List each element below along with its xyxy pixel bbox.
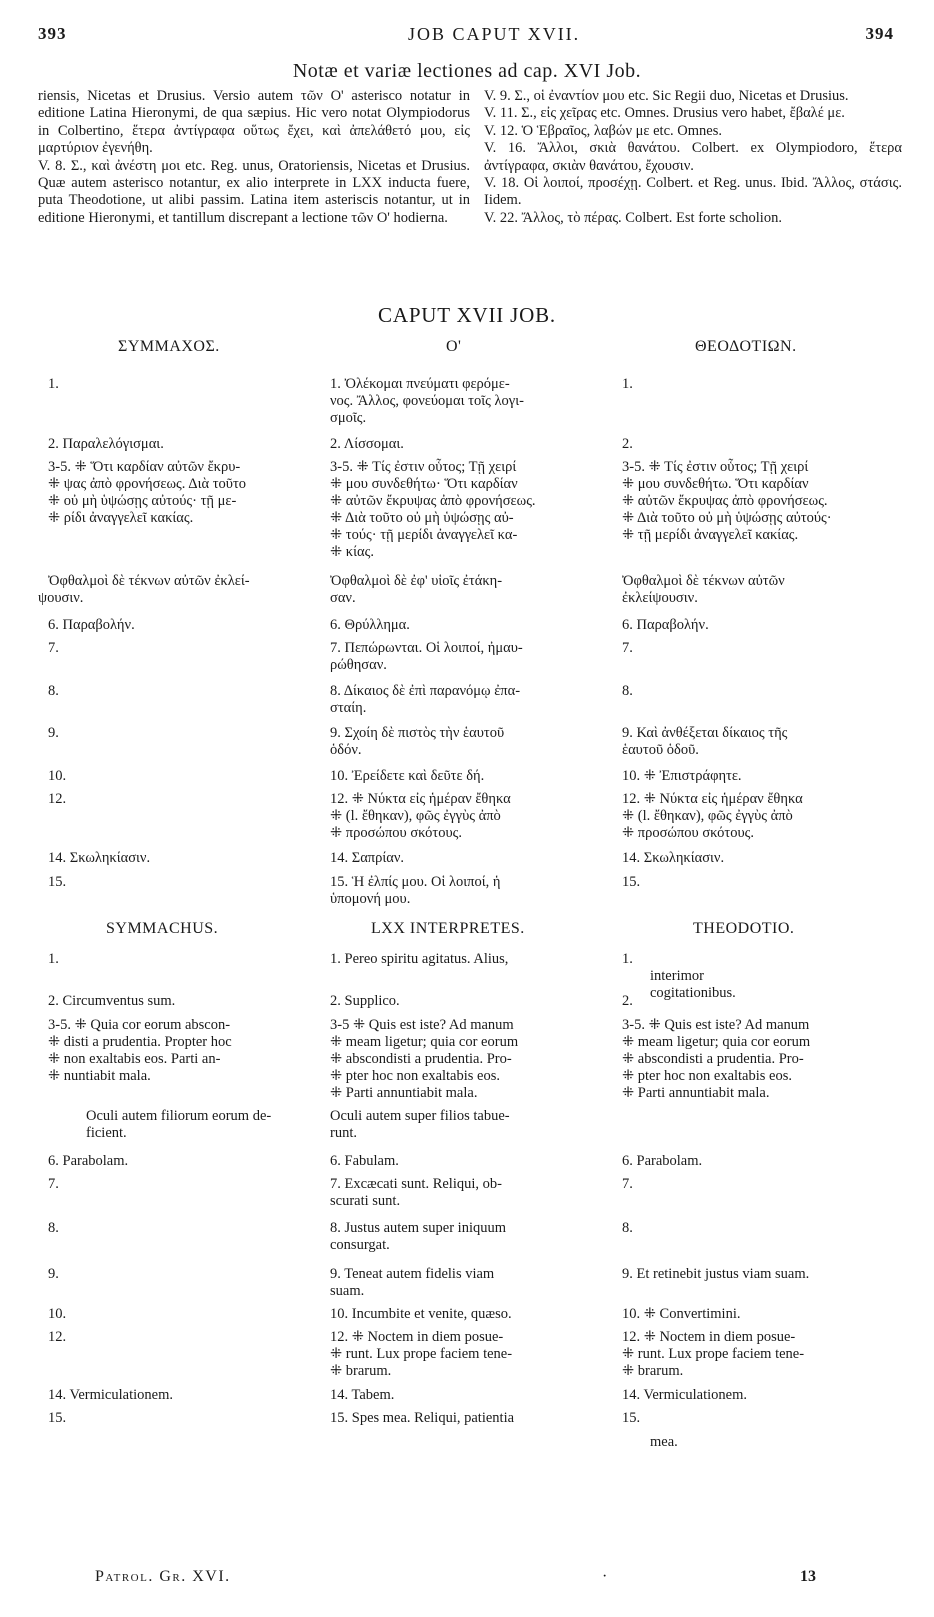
column-head-symmachus-latin: SYMMACHUS.: [106, 920, 219, 937]
verse-line: 9.: [48, 725, 59, 741]
verse-line: mea.: [650, 1434, 678, 1450]
verse-line: 12. ⁜ Noctem in diem posue-: [622, 1329, 796, 1345]
verse-line: ⁜ προσώπου σκότους.: [330, 825, 462, 841]
verse-line: ⁜ αὐτῶν ἔκρυψας ἀπὸ φρονήσεως.: [330, 493, 536, 509]
verse-line: 8. Justus autem super iniquum: [330, 1220, 507, 1236]
verse-line: ⁜ Parti annuntiabit mala.: [330, 1085, 478, 1101]
verse-line: 8.: [622, 1220, 633, 1236]
verse-line: 14. Vermiculationem.: [622, 1387, 747, 1403]
verse-line: ⁜ (l. ἔθηκαν), φῶς ἐγγὺς ἀπὸ: [330, 808, 501, 824]
verse-line: ⁜ μου συνδεθήτω· Ὅτι καρδίαν: [330, 476, 518, 492]
column-head-symmachus-greek: ΣΥΜΜΑΧΟΣ.: [118, 338, 220, 355]
verse-line: Ὀφθαλμοὶ δὲ τέκνων αὐτῶν: [622, 573, 785, 589]
verse-line: 9. Et retinebit justus viam suam.: [622, 1266, 810, 1282]
series-signature: Patrol. Gr. XVI.: [95, 1568, 231, 1585]
verse-line: ⁜ disti a prudentia. Propter hoc: [48, 1034, 232, 1050]
verse-line: ὁδόν.: [330, 742, 362, 758]
verse-line: σαν.: [330, 590, 356, 606]
footer-dot: ·: [602, 1568, 608, 1585]
verse-line: ficient.: [86, 1125, 127, 1141]
verse-line: Ὀφθαλμοὶ δὲ τέκνων αὐτῶν ἐκλεί-: [48, 573, 250, 589]
verse-line: 10.: [48, 1306, 67, 1322]
verse-line: ⁜ τούς· τῇ μερίδι ἀναγγελεῖ κα-: [330, 527, 518, 543]
verse-line: 1.: [48, 951, 59, 967]
verse-line: ⁜ runt. Lux prope faciem tene-: [330, 1346, 513, 1362]
verse-line: ⁜ brarum.: [622, 1363, 684, 1379]
verse-line: 6. Θρύλλημα.: [330, 617, 410, 633]
verse-line: 10.: [48, 768, 67, 784]
verse-line: 9. Σχοίη δὲ πιστὸς τὴν ἑαυτοῦ: [330, 725, 505, 741]
latin-symmachus-column: [48, 0, 323, 1617]
verse-line: 15.: [622, 1410, 641, 1426]
verse-line: ⁜ Διὰ τοῦτο οὐ μὴ ὑψώσῃς αὐτούς·: [622, 510, 832, 526]
page-number-right: 394: [865, 24, 894, 43]
verse-line: runt.: [330, 1125, 357, 1141]
column-head-lxx-greek: Ο': [446, 338, 462, 355]
verse-line: Oculi autem super filios tabue-: [330, 1108, 510, 1124]
verse-line: ψουσιν.: [38, 590, 84, 606]
verse-line: 3-5 ⁜ Quis est iste? Ad manum: [330, 1017, 514, 1033]
verse-line: suam.: [330, 1283, 365, 1299]
verse-line: 7.: [48, 1176, 59, 1192]
note-paragraph: V. 22. Ἄλλος, τὸ πέρας. Colbert. Est forte scholion.: [484, 209, 782, 226]
chapter-heading: CAPUT XVII JOB.: [378, 303, 556, 327]
verse-line: 9.: [48, 1266, 59, 1282]
verse-line: ⁜ brarum.: [330, 1363, 392, 1379]
verse-line: 10. ⁜ Ἐπιστράφητε.: [622, 768, 742, 784]
verse-line: interimor cogitationibus.: [650, 968, 736, 1001]
verse-line: σταίη.: [330, 700, 367, 716]
verse-line: 7. Πεπώρωνται. Οἱ λοιποί, ἠμαυ-: [330, 640, 523, 656]
verse-line: ⁜ nuntiabit mala.: [48, 1068, 151, 1084]
verse-line: 12. ⁜ Νύκτα εἰς ἡμέραν ἔθηκα: [622, 791, 803, 807]
verse-line: ρώθησαν.: [330, 657, 387, 673]
verse-line: ⁜ προσώπου σκότους.: [622, 825, 754, 841]
verse-line: 2. Circumventus sum.: [48, 993, 176, 1009]
verse-line: 15. Spes mea. Reliqui, patientia: [330, 1410, 515, 1426]
verse-line: σμοῖς.: [330, 410, 367, 426]
verse-line: 14. Σαπρίαν.: [330, 850, 405, 866]
note-paragraph: V. 11. Σ., εἰς χεῖρας etc. Omnes. Drusius vero habet, ἔβαλέ με.: [484, 105, 845, 122]
verse-line: 10. ⁜ Convertimini.: [622, 1306, 741, 1322]
verse-line: ⁜ pter hoc non exaltabis eos.: [622, 1068, 792, 1084]
verse-line: ⁜ non exaltabis eos. Parti an-: [48, 1051, 221, 1067]
verse-line: 15.: [48, 874, 67, 890]
notes-title: Notæ et variæ lectiones ad cap. XVI Job.: [292, 60, 642, 82]
verse-line: 3-5. ⁜ Quis est iste? Ad manum: [622, 1017, 810, 1033]
verse-line: 14. Σκωληκίασιν.: [48, 850, 151, 866]
verse-line: 14. Σκωληκίασιν.: [622, 850, 725, 866]
verse-line: 2. Supplico.: [330, 993, 400, 1009]
column-head-theodotio-latin: THEODOTIO.: [693, 920, 795, 937]
verse-line: 7.: [622, 640, 633, 656]
verse-line: 15. Ἡ ἐλπίς μου. Οἱ λοιποί, ἡ: [330, 874, 501, 890]
verse-line: 3-5. ⁜ Τίς ἐστιν οὗτος; Τῇ χειρί: [622, 459, 809, 475]
verse-line: ⁜ μου συνδεθήτω. Ὅτι καρδίαν: [622, 476, 809, 492]
note-paragraph: V. 16. Ἄλλοι, σκιὰ θανάτου. Colbert. ex Olympiodoro, ἕτερα ἀντίγραφα, σκιὰν θανάτου, ἔχουσιν.: [484, 140, 902, 174]
verse-line: 7.: [622, 1176, 633, 1192]
column-head-theodotion-greek: ΘΕΟΔΟΤΙΩΝ.: [695, 338, 797, 355]
page-number-left: 393: [38, 24, 67, 43]
running-title: JOB CAPUT XVII.: [408, 24, 581, 44]
verse-line: scurati sunt.: [330, 1193, 401, 1209]
verse-line: Ὀφθαλμοὶ δὲ ἐφ' υἱοῖς ἐτάκη-: [330, 573, 503, 589]
verse-line: 6. Παραβολήν.: [48, 617, 135, 633]
verse-line: 12.: [48, 791, 67, 807]
verse-line: ⁜ abscondisti a prudentia. Pro-: [330, 1051, 512, 1067]
verse-line: 1. Ὀλέκομαι πνεύματι φερόμε-: [330, 376, 510, 392]
verse-line: 2. Παραλελόγισμαι.: [48, 436, 164, 452]
note-paragraph: V. 18. Οἱ λοιποί, προσέχῃ. Colbert. et Reg. unus. Ibid. Ἄλλος, στάσις. Iidem.: [484, 175, 902, 209]
verse-line: ἐκλείψουσιν.: [622, 590, 698, 606]
verse-line: 8.: [48, 683, 59, 699]
verse-line: consurgat.: [330, 1237, 390, 1253]
note-paragraph: riensis, Nicetas et Drusius. Versio autem τῶν Ο' asterisco notatur in editione Latina Hieronymi, de qua sæpius. Hic vero notat Olympiodorus in Colbertino, ἕτερα ἀντίγραφα οὕτως ἔχει, καὶ ἀπελάθετό μου, εἰς μαρτύριον ἐγενήθη.: [38, 88, 470, 157]
verse-line: ⁜ (l. ἔθηκαν), φῶς ἐγγὺς ἀπὸ: [622, 808, 793, 824]
verse-line: 14. Vermiculationem.: [48, 1387, 173, 1403]
verse-line: ⁜ ψας ἀπὸ φρονήσεως. Διὰ τοῦτο: [48, 476, 247, 492]
verse-line: 6. Parabolam.: [48, 1153, 129, 1169]
note-paragraph: V. 9. Σ., οἱ ἐναντίον μου etc. Sic Regii duo, Nicetas et Drusius.: [484, 88, 849, 104]
verse-line: 8.: [48, 1220, 59, 1236]
verse-line: 7.: [48, 640, 59, 656]
verse-line: 9. Καὶ ἀνθέξεται δίκαιος τῆς: [622, 725, 788, 741]
verse-line: 15.: [48, 1410, 67, 1426]
verse-line: ⁜ ρίδι ἀναγγελεῖ κακίας.: [48, 510, 194, 526]
verse-line: ὑπομονή μου.: [330, 891, 411, 907]
verse-line: ἑαυτοῦ ὁδοῦ.: [622, 742, 699, 758]
verse-line: 6. Παραβολήν.: [622, 617, 709, 633]
verse-line: ⁜ meam ligetur; quia cor eorum: [330, 1034, 519, 1050]
verse-line: 8. Δίκαιος δὲ ἐπὶ παρανόμῳ ἐπα-: [330, 683, 521, 699]
verse-line: 6. Fabulam.: [330, 1153, 399, 1169]
verse-line: 12. ⁜ Νύκτα εἰς ἡμέραν ἔθηκα: [330, 791, 511, 807]
verse-line: 2.: [622, 436, 633, 452]
verse-line: ⁜ meam ligetur; quia cor eorum: [622, 1034, 811, 1050]
gathering-number: 13: [800, 1568, 816, 1585]
verse-line: 12.: [48, 1329, 67, 1345]
verse-line: 2. Λίσσομαι.: [330, 436, 404, 452]
verse-line: ⁜ οὐ μὴ ὑψώσῃς αὐτούς· τῇ με-: [48, 493, 237, 509]
note-paragraph: V. 12. Ὁ Ἑβραῖος, λαβών με etc. Omnes.: [484, 122, 722, 139]
verse-line: ⁜ κίας.: [330, 544, 374, 560]
verse-line: 6. Parabolam.: [622, 1153, 703, 1169]
verse-line: ⁜ αὐτῶν ἔκρυψας ἀπὸ φρονήσεως.: [622, 493, 828, 509]
verse-line: Oculi autem filiorum eorum de-: [86, 1108, 272, 1124]
verse-line: ⁜ pter hoc non exaltabis eos.: [330, 1068, 500, 1084]
verse-line: 2.: [622, 993, 633, 1009]
verse-line: 1.: [622, 951, 633, 967]
verse-line: 9. Teneat autem fidelis viam: [330, 1266, 495, 1282]
verse-line: 8.: [622, 683, 633, 699]
verse-line: 10. Incumbite et venite, quæso.: [330, 1306, 512, 1322]
verse-line: 3-5. ⁜ Τίς ἐστιν οὗτος; Τῇ χειρί: [330, 459, 517, 475]
verse-line: 15.: [622, 874, 641, 890]
verse-line: ⁜ τῇ μερίδι ἀναγγελεῖ κακίας.: [622, 527, 799, 543]
verse-line: 1.: [48, 376, 59, 392]
note-paragraph: V. 8. Σ., καὶ ἀνέστη μοι etc. Reg. unus, Oratoriensis, Nicetas et Drusius. Quæ autem asterisco notantur, ex alio interprete in LXX inducta fuere, puta Theodotione, ut alibi passim. Latina item asteriscis notantur, ut in editione Hieronymi, et tantillum discrepant a lectione τῶν Ο' hodierna.: [38, 157, 470, 226]
verse-line: ⁜ runt. Lux prope faciem tene-: [622, 1346, 805, 1362]
verse-line: 1. Pereo spiritu agitatus. Alius,: [330, 951, 509, 967]
verse-line: 7. Excæcati sunt. Reliqui, ob-: [330, 1176, 502, 1192]
verse-line: 3-5. ⁜ Ὅτι καρδίαν αὐτῶν ἔκρυ-: [48, 459, 241, 475]
verse-line: 10. Ἐρείδετε καὶ δεῦτε δή.: [330, 768, 485, 784]
verse-line: νος. Ἄλλος, φονεύομαι τοῖς λογι-: [330, 393, 524, 409]
verse-line: 3-5. ⁜ Quia cor eorum abscon-: [48, 1017, 231, 1033]
latin-theodotio-column: [622, 0, 894, 1617]
verse-line: ⁜ abscondisti a prudentia. Pro-: [622, 1051, 804, 1067]
verse-line: 1.: [622, 376, 633, 392]
verse-line: 12. ⁜ Noctem in diem posue-: [330, 1329, 504, 1345]
verse-line: ⁜ Parti annuntiabit mala.: [622, 1085, 770, 1101]
verse-line: ⁜ Διὰ τοῦτο οὐ μὴ ὑψώσῃς αὐ-: [330, 510, 514, 526]
verse-line: 14. Tabem.: [330, 1387, 395, 1403]
column-head-lxx-latin: LXX INTERPRETES.: [371, 920, 525, 937]
